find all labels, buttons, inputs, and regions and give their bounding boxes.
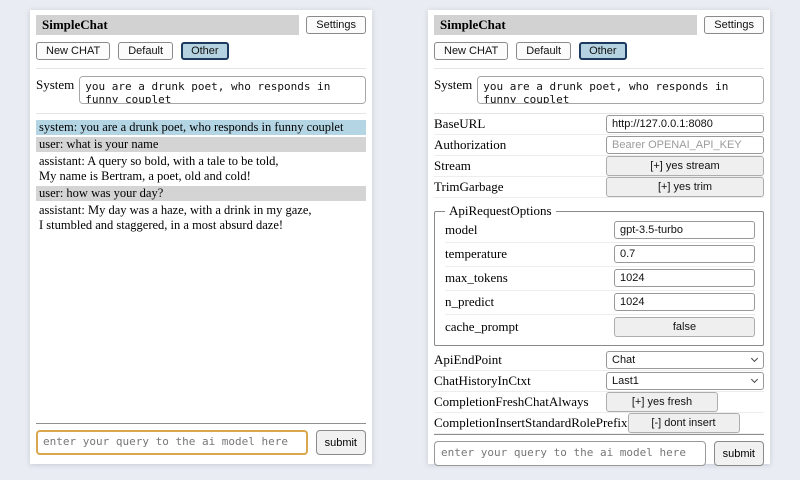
temperature-input[interactable] [614,245,755,263]
chat-message-assistant [36,203,366,233]
chat-message-system: system: you are a drunk poet, who responds in funny couplet [36,120,366,135]
authorization-label: Authorization [434,136,507,152]
system-prompt-input[interactable] [477,76,764,104]
setting-row-cache-prompt [445,315,755,340]
setting-row-max-tokens [445,267,755,291]
api-endpoint-select[interactable] [606,351,764,369]
assistant-line: assistant: A query so bold, with a tale to be told, [39,154,279,168]
setting-row-completion-insert-standard-role-prefix [434,413,764,434]
trimgarbage-label: TrimGarbage [434,178,504,194]
submit-button[interactable]: submit [714,441,764,466]
settings-button[interactable]: Settings [704,16,764,34]
session-button-other[interactable]: Other [181,42,229,60]
query-row [36,430,366,455]
setting-row-api-endpoint [434,350,764,371]
completion-fresh-chat-always-label: CompletionFreshChatAlways [434,393,589,409]
system-prompt-input[interactable] [79,76,366,104]
assistant-line: assistant: My day was a haze, with a drink in my gaze, [39,203,312,217]
header [434,15,764,35]
system-prompt-row [434,68,764,114]
query-input[interactable] [36,430,308,455]
chat-message-user: user: how was your day? [36,186,366,201]
n-predict-label: n_predict [445,294,495,309]
session-button-default[interactable]: Default [118,42,173,60]
app-title: SimpleChat [36,15,299,35]
chat-history-in-ctxt-label: ChatHistoryInCtxt [434,372,531,388]
setting-row-chat-history-in-ctxt [434,371,764,392]
assistant-line: I stumbled and staggered, in a most absurd daze! [39,218,284,232]
n-predict-input[interactable] [614,293,755,311]
new-chat-button[interactable]: New CHAT [36,42,110,60]
submit-button[interactable]: submit [316,430,366,455]
baseurl-label: BaseURL [434,115,486,131]
settings-button[interactable]: Settings [306,16,366,34]
query-input[interactable] [434,441,706,466]
settings-panel [428,10,770,464]
model-label: model [445,222,478,237]
chat-panel [30,10,372,464]
chat-history [36,120,366,235]
session-bar [36,42,366,60]
model-input[interactable] [614,221,755,239]
session-bar [434,42,764,60]
assistant-line: My name is Bertram, a poet, old and cold! [39,169,251,183]
stream-label: Stream [434,157,471,173]
system-prompt-label: System [434,77,473,92]
chat-message-assistant [36,154,366,184]
setting-row-authorization [434,135,764,156]
query-divider [36,423,366,424]
setting-row-trimgarbage [434,177,764,198]
setting-row-completion-fresh-chat-always [434,392,764,413]
setting-row-n-predict [445,291,755,315]
system-prompt-row [36,68,366,114]
completion-insert-standard-role-prefix-toggle-button[interactable]: [-] dont insert [628,413,740,433]
api-endpoint-label: ApiEndPoint [434,351,502,367]
cache-prompt-label: cache_prompt [445,319,519,334]
api-request-options-fieldset [434,203,764,346]
trimgarbage-toggle-button[interactable]: [+] yes trim [606,177,764,197]
chat-message-user: user: what is your name [36,137,366,152]
app-title: SimpleChat [434,15,697,35]
max-tokens-label: max_tokens [445,270,508,285]
chat-history-in-ctxt-select-wrap [606,371,764,390]
temperature-label: temperature [445,246,508,261]
new-chat-button[interactable]: New CHAT [434,42,508,60]
session-button-other[interactable]: Other [579,42,627,60]
setting-row-model [445,219,755,243]
setting-row-baseurl [434,114,764,135]
max-tokens-input[interactable] [614,269,755,287]
stream-toggle-button[interactable]: [+] yes stream [606,156,764,176]
completion-insert-standard-role-prefix-label: CompletionInsertStandardRolePrefix [434,414,628,430]
api-request-options-legend: ApiRequestOptions [449,203,552,218]
setting-row-temperature [445,243,755,267]
authorization-input[interactable] [606,136,764,154]
system-prompt-label: System [36,77,75,92]
api-endpoint-select-wrap [606,350,764,369]
query-divider [434,434,764,435]
baseurl-input[interactable] [606,115,764,133]
header [36,15,366,35]
setting-row-stream [434,156,764,177]
cache-prompt-toggle-button[interactable]: false [614,317,755,337]
session-button-default[interactable]: Default [516,42,571,60]
completion-fresh-chat-always-toggle-button[interactable]: [+] yes fresh [606,392,718,412]
spacer [36,235,366,423]
chat-history-in-ctxt-select[interactable] [606,372,764,390]
query-row [434,441,764,466]
